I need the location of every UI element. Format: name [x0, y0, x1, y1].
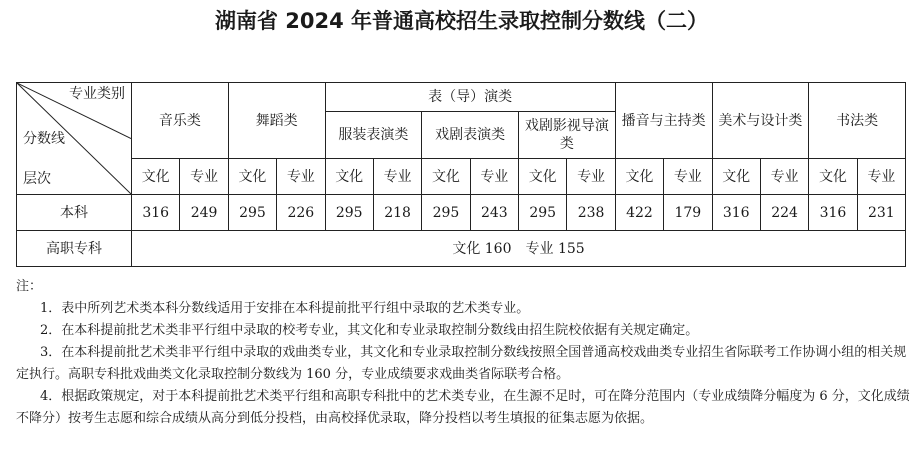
subcategory-drama: 戏剧表演类	[422, 112, 519, 159]
page-title: 湖南省 2024 年普通高校招生录取控制分数线（二）	[214, 9, 709, 33]
sub-header-cell: 专业	[567, 159, 615, 195]
score-cell: 422	[615, 195, 663, 231]
note-item: 4．根据政策规定，对于本科提前批艺术类平行组和高职专科批中的艺术类专业，在生源不足时，可在降分范围内（专业成绩降分幅度为 6 分，文化成绩不降分）按考生志愿和综合成绩从高分到低分投档，由高校择优录取，降分投档以考生填报的征集志愿为依据。	[16, 389, 910, 426]
category-calligraphy: 书法类	[809, 83, 906, 159]
sub-header-cell: 文化	[809, 159, 857, 195]
note-item: 3．在本科提前批艺术类非平行组中录取的戏曲类专业，其文化和专业录取控制分数线按照全国普通高校戏曲类专业招生省际联考工作协调小组的相关规定执行。高职专科批戏曲类文化录取控制分数线为 160 分，专业成绩要求戏曲类省际联考合格。	[16, 345, 907, 382]
sub-header-cell: 专业	[760, 159, 808, 195]
score-cell: 238	[567, 195, 615, 231]
score-cell: 316	[809, 195, 857, 231]
note-item: 2．在本科提前批艺术类非平行组中录取的校考专业，其文化和专业录取控制分数线由招生院校依据有关规定确定。	[40, 323, 699, 338]
sub-header-cell: 文化	[422, 159, 470, 195]
sub-header-cell: 文化	[615, 159, 663, 195]
score-cell: 226	[277, 195, 325, 231]
sub-header-cell: 文化	[228, 159, 276, 195]
notes-heading: 注：	[16, 279, 43, 294]
sub-header-cell: 文化	[519, 159, 567, 195]
sub-header-cell: 专业	[857, 159, 905, 195]
corner-label-level: 层次	[23, 171, 51, 187]
corner-label-category: 专业类别	[69, 86, 125, 102]
score-cell: 316	[132, 195, 180, 231]
score-cell: 179	[664, 195, 712, 231]
table-row-undergrad	[17, 195, 906, 231]
sub-header-cell: 专业	[277, 159, 325, 195]
subcategory-film: 戏剧影视导演类	[519, 112, 616, 159]
category-performance: 表（导）演类	[325, 83, 615, 112]
sub-header-cell: 文化	[132, 159, 180, 195]
row-label-vocational: 高职专科	[17, 231, 132, 267]
sub-header-cell: 专业	[664, 159, 712, 195]
score-cell: 295	[325, 195, 373, 231]
notes-section	[16, 276, 912, 430]
score-cell: 295	[422, 195, 470, 231]
score-cell: 218	[373, 195, 421, 231]
score-cell: 249	[180, 195, 228, 231]
category-music: 音乐类	[132, 83, 229, 159]
sub-header-cell: 文化	[712, 159, 760, 195]
score-table	[16, 82, 906, 267]
score-cell: 295	[228, 195, 276, 231]
subcategory-costume: 服装表演类	[325, 112, 422, 159]
vocational-score-cell: 文化 160 专业 155	[132, 231, 906, 267]
sub-header-cell: 文化	[325, 159, 373, 195]
sub-header-cell: 专业	[373, 159, 421, 195]
category-broadcast: 播音与主持类	[615, 83, 712, 159]
row-label-undergrad: 本科	[17, 195, 132, 231]
corner-label-score: 分数线	[23, 131, 65, 147]
score-cell: 224	[760, 195, 808, 231]
category-art-design: 美术与设计类	[712, 83, 809, 159]
category-dance: 舞蹈类	[228, 83, 325, 159]
table-row-vocational	[17, 231, 906, 267]
sub-header-cell: 专业	[180, 159, 228, 195]
note-item: 1．表中所列艺术类本科分数线适用于安排在本科提前批平行组中录取的艺术类专业。	[40, 301, 530, 316]
score-cell: 295	[519, 195, 567, 231]
score-cell: 316	[712, 195, 760, 231]
score-cell: 243	[470, 195, 518, 231]
table-corner-header	[17, 83, 132, 195]
score-cell: 231	[857, 195, 905, 231]
sub-header-cell: 专业	[470, 159, 518, 195]
